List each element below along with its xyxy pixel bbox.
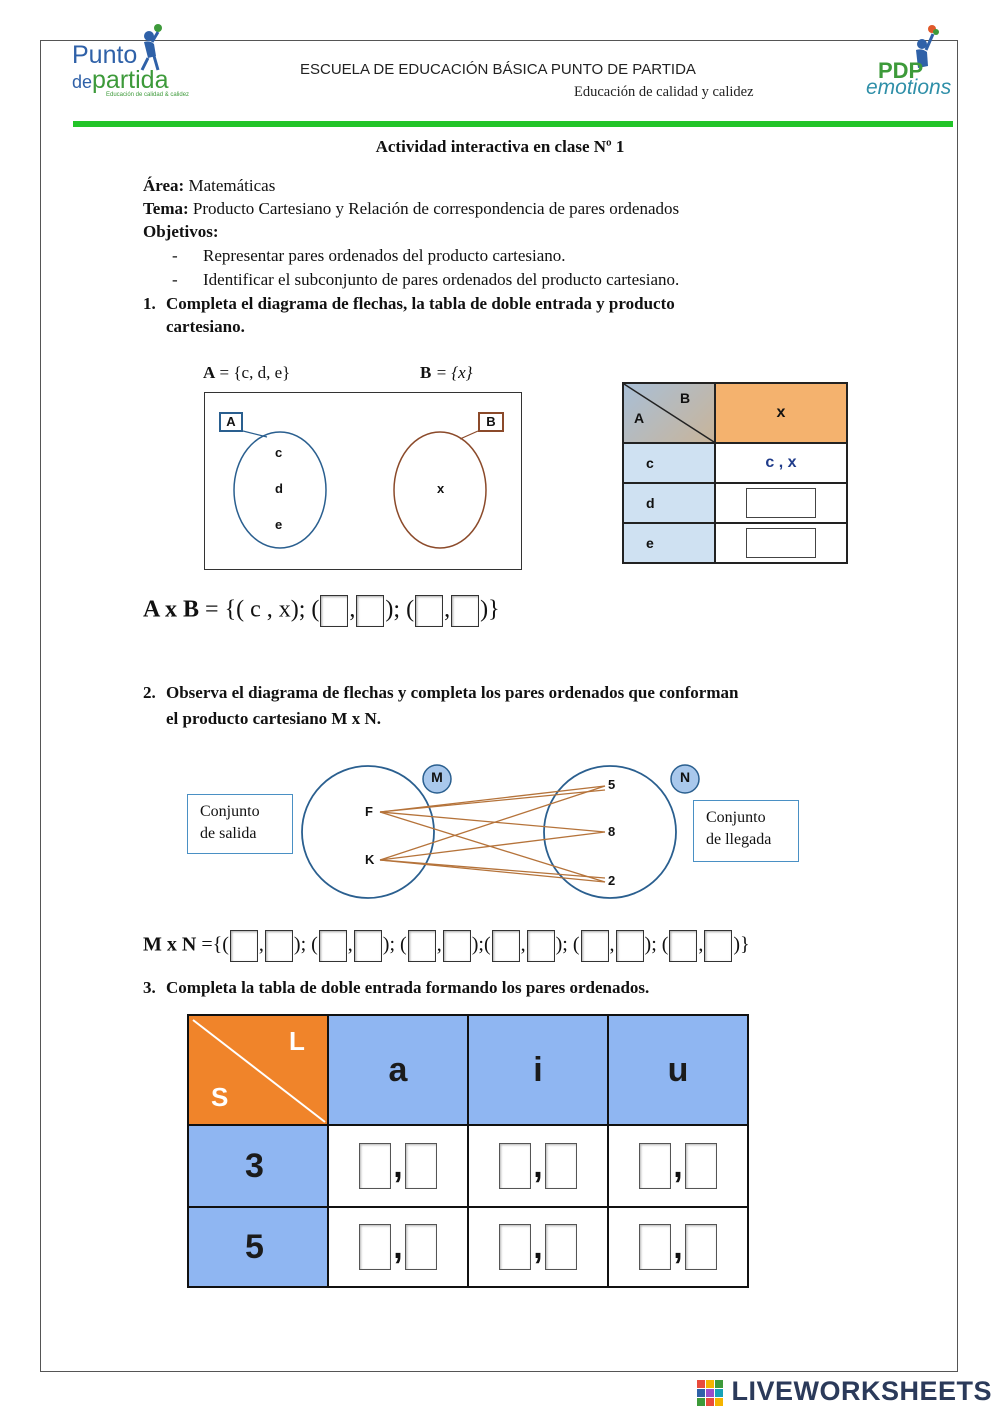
eq-separator: ; bbox=[478, 933, 484, 956]
school-name: ESCUELA DE EDUCACIÓN BÁSICA PUNTO DE PARTIDA bbox=[300, 61, 696, 78]
answer-input[interactable] bbox=[265, 930, 293, 962]
table-3-col-header: u bbox=[608, 1015, 748, 1125]
set-m-item: K bbox=[365, 852, 375, 867]
corner-diagonal bbox=[189, 1016, 327, 1124]
table-3-cell bbox=[328, 1125, 468, 1207]
q1-number: 1. bbox=[143, 294, 156, 313]
answer-input[interactable] bbox=[685, 1143, 717, 1189]
answer-input[interactable] bbox=[492, 930, 520, 962]
eq-comma: , bbox=[347, 933, 353, 956]
pair-comma: , bbox=[393, 1146, 403, 1185]
set-b-tag: B bbox=[478, 412, 504, 432]
answer-input[interactable] bbox=[639, 1224, 671, 1270]
eq-comma: , bbox=[698, 933, 704, 956]
activity-title: Actividad interactiva en clase Nº 1 bbox=[375, 137, 625, 156]
logo-tagline: Educación de calidad & calidez bbox=[106, 92, 190, 98]
pdp-emotions-logo bbox=[862, 26, 962, 106]
answer-input[interactable] bbox=[746, 488, 816, 518]
set-b-item: x bbox=[437, 481, 445, 496]
arrow-diagram-2 bbox=[295, 760, 715, 910]
table-3-corner bbox=[188, 1015, 328, 1125]
q2-text-2: el producto cartesiano M x N. bbox=[166, 709, 381, 728]
arrow-k-2-b bbox=[380, 860, 605, 878]
answer-input[interactable] bbox=[685, 1224, 717, 1270]
q2-equation: M x N ={( , ); ( , ); ( , );( , ); ( , ); ( , )} bbox=[143, 930, 750, 962]
double-entry-table-3 bbox=[187, 1014, 749, 1288]
set-a-tag-line bbox=[243, 431, 267, 437]
answer-input[interactable] bbox=[230, 930, 258, 962]
eq-open: {( c , x); bbox=[224, 596, 306, 623]
eq-close: } bbox=[488, 596, 500, 623]
table-3-cell bbox=[468, 1125, 608, 1207]
right-caption-line2: de llegada bbox=[706, 831, 772, 848]
table-1-cell bbox=[715, 483, 847, 523]
objective-2-bullet: - bbox=[172, 270, 178, 289]
answer-input[interactable] bbox=[704, 930, 732, 962]
answer-input[interactable] bbox=[359, 1224, 391, 1270]
set-a-item: c bbox=[275, 445, 283, 460]
eq-lhs: A x B bbox=[143, 596, 200, 623]
set-n-item: 2 bbox=[608, 873, 616, 888]
q3-number: 3. bbox=[143, 978, 156, 997]
q1-text-2: cartesiano. bbox=[166, 317, 245, 336]
eq-open: { bbox=[212, 933, 223, 956]
logo-punto: Punto bbox=[72, 41, 138, 69]
set-a-item: d bbox=[275, 481, 283, 496]
answer-input[interactable] bbox=[320, 595, 348, 627]
eq-comma: , bbox=[349, 596, 356, 623]
answer-input[interactable] bbox=[499, 1143, 531, 1189]
liveworksheets-logo-icon bbox=[697, 1380, 723, 1406]
answer-input[interactable] bbox=[639, 1143, 671, 1189]
pair-comma: , bbox=[673, 1227, 683, 1266]
liveworksheets-brand[interactable]: LIVEWORKSHEETS bbox=[731, 1376, 992, 1406]
table-1-cell: c , x bbox=[715, 443, 847, 483]
answer-input[interactable] bbox=[359, 1143, 391, 1189]
eq-comma: , bbox=[609, 933, 615, 956]
arrow-k-8 bbox=[380, 832, 605, 860]
corner-label-a: A bbox=[634, 410, 645, 426]
table-1-row-label: d bbox=[623, 483, 715, 523]
answer-input[interactable] bbox=[499, 1224, 531, 1270]
eq-sign: = bbox=[201, 933, 213, 956]
table-3-row-header: 5 bbox=[188, 1207, 328, 1287]
table-3-cell bbox=[328, 1207, 468, 1287]
set-m-circle bbox=[302, 766, 434, 898]
tema-line bbox=[143, 198, 679, 220]
q1-equation: A x B = {( c , x); ( , ); ( , )} bbox=[143, 595, 500, 627]
answer-input[interactable] bbox=[746, 528, 816, 558]
eq-separator: ; bbox=[651, 933, 657, 956]
corner-label-b: B bbox=[680, 390, 691, 406]
q2-number: 2. bbox=[143, 683, 156, 702]
objective-1: Representar pares ordenados del producto cartesiano. bbox=[203, 246, 566, 265]
corner-label-s: S bbox=[211, 1082, 229, 1112]
left-caption-line2: de salida bbox=[200, 825, 257, 842]
table-3-cell bbox=[608, 1125, 748, 1207]
logo-de: de bbox=[72, 72, 93, 92]
set-n-tag: N bbox=[679, 769, 691, 785]
answer-input[interactable] bbox=[545, 1143, 577, 1189]
pair-comma: , bbox=[533, 1146, 543, 1185]
eq-separator: ; bbox=[562, 933, 568, 956]
answer-input[interactable] bbox=[616, 930, 644, 962]
eq-comma: , bbox=[444, 596, 451, 623]
table-1-corner bbox=[623, 383, 715, 443]
left-caption-box bbox=[187, 794, 293, 854]
answer-input[interactable] bbox=[669, 930, 697, 962]
eq-sign: = bbox=[205, 596, 219, 623]
corner-label-l: L bbox=[289, 1026, 305, 1056]
answer-input[interactable] bbox=[319, 930, 347, 962]
table-3-cell bbox=[468, 1207, 608, 1287]
answer-input[interactable] bbox=[451, 595, 479, 627]
set-a-item: e bbox=[275, 517, 283, 532]
area-line bbox=[143, 175, 275, 197]
set-b-tag-line bbox=[460, 431, 478, 439]
left-caption-line1: Conjunto bbox=[200, 803, 260, 820]
set-m-item: F bbox=[365, 804, 373, 819]
area-value: Matemáticas bbox=[188, 176, 276, 195]
answer-input[interactable] bbox=[545, 1224, 577, 1270]
answer-input[interactable] bbox=[405, 1143, 437, 1189]
logo-partida: partida bbox=[92, 66, 169, 94]
set-a-tag: A bbox=[219, 412, 243, 432]
answer-input[interactable] bbox=[415, 595, 443, 627]
answer-input[interactable] bbox=[356, 595, 384, 627]
set-b-name: B bbox=[420, 363, 432, 382]
answer-input[interactable] bbox=[354, 930, 382, 962]
table-3-row-header: 3 bbox=[188, 1125, 328, 1207]
pair-comma: , bbox=[393, 1227, 403, 1266]
table-3-col-header: i bbox=[468, 1015, 608, 1125]
logo-pdp: PDP bbox=[878, 58, 924, 83]
eq-separator: ; bbox=[393, 596, 401, 623]
eq-comma: , bbox=[436, 933, 442, 956]
pair-comma: , bbox=[673, 1146, 683, 1185]
objetivos-label: Objetivos: bbox=[143, 222, 219, 241]
q1-text-1: Completa el diagrama de flechas, la tabla de doble entrada y producto bbox=[166, 294, 675, 313]
set-n-item: 5 bbox=[608, 777, 616, 792]
answer-input[interactable] bbox=[581, 930, 609, 962]
set-a-definition bbox=[203, 362, 290, 384]
set-a-elements: = {c, d, e} bbox=[219, 363, 291, 382]
table-1-cell bbox=[715, 523, 847, 563]
set-b-definition bbox=[420, 362, 472, 384]
diagram-1-shapes bbox=[205, 393, 523, 571]
table-1-row-label: e bbox=[623, 523, 715, 563]
eq-comma: , bbox=[520, 933, 526, 956]
table-1-row-label: c bbox=[623, 443, 715, 483]
eq-lhs: M x N bbox=[143, 933, 197, 956]
set-b-elements: = {x} bbox=[435, 363, 473, 382]
set-m-tag: M bbox=[431, 769, 443, 785]
arrow-f-5-b bbox=[380, 790, 605, 812]
objective-1-bullet: - bbox=[172, 246, 178, 265]
header-divider bbox=[73, 121, 953, 127]
tema-label: Tema: bbox=[143, 199, 189, 218]
q2-text-1: Observa el diagrama de flechas y completa los pares ordenados que conforman bbox=[166, 683, 739, 702]
right-caption-line1: Conjunto bbox=[706, 809, 766, 826]
eq-separator: ; bbox=[389, 933, 396, 956]
answer-input[interactable] bbox=[405, 1224, 437, 1270]
answer-input[interactable] bbox=[408, 930, 436, 962]
eq-comma: , bbox=[258, 933, 264, 956]
area-label: Área: bbox=[143, 176, 185, 195]
arrow-diagram-1 bbox=[204, 392, 522, 570]
logo-emotions: emotions bbox=[866, 76, 952, 99]
table-3-cell bbox=[608, 1207, 748, 1287]
q3-text: Completa la tabla de doble entrada formando los pares ordenados. bbox=[166, 978, 650, 997]
objective-2: Identificar el subconjunto de pares ordenados del producto cartesiano. bbox=[203, 270, 680, 289]
eq-separator: ; bbox=[300, 933, 307, 956]
double-entry-table-1 bbox=[622, 382, 848, 564]
eq-close: } bbox=[740, 933, 750, 956]
table-1-col-header: x bbox=[715, 383, 847, 443]
school-logo bbox=[72, 28, 202, 98]
set-n-item: 8 bbox=[608, 824, 616, 839]
table-3-col-header: a bbox=[328, 1015, 468, 1125]
school-motto: Educación de calidad y calidez bbox=[574, 84, 754, 100]
answer-input[interactable] bbox=[527, 930, 555, 962]
tema-value: Producto Cartesiano y Relación de correspondencia de pares ordenados bbox=[192, 199, 680, 218]
answer-input[interactable] bbox=[443, 930, 471, 962]
set-a-name: A bbox=[203, 363, 216, 382]
pair-comma: , bbox=[533, 1227, 543, 1266]
